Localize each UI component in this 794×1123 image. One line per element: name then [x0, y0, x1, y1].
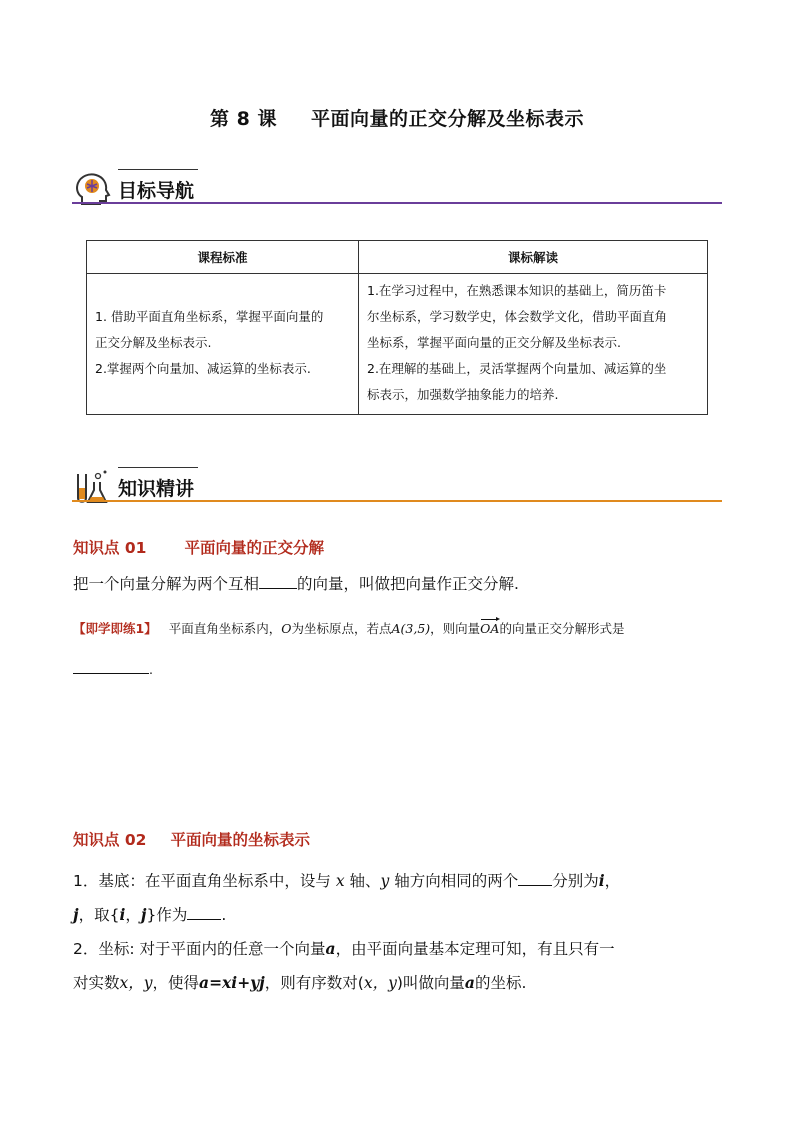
exercise-tag: 【即学即练1】 [73, 621, 157, 636]
cell-line: 2.掌握两个向量加、减运算的坐标表示. [95, 361, 311, 376]
lab-flask-icon [72, 468, 112, 508]
formula: a=xi+yj [199, 973, 265, 992]
section-label: 目标导航 [118, 180, 195, 202]
fill-blank[interactable] [187, 903, 221, 920]
page-title [0, 104, 794, 131]
cell-line: 1.在学习过程中，在熟悉课本知识的基础上，简历笛卡 [367, 283, 667, 298]
cell-line: 正交分解及坐标表示. [95, 335, 212, 350]
knowledge-point-name: 平面向量的坐标表示 [170, 831, 310, 849]
cell-line: 坐标系，掌握平面向量的正交分解及坐标表示. [367, 335, 621, 350]
cell-line: 1. 借助平面直角坐标系，掌握平面向量的 [95, 309, 324, 324]
fill-blank[interactable] [518, 869, 552, 886]
lesson-name: 平面向量的正交分解及坐标表示 [310, 108, 584, 130]
knowledge-point-number: 知识点 02 [73, 831, 147, 849]
knowledge-point-title [73, 828, 310, 850]
vector-oa: OA [480, 621, 500, 636]
cell-line: 标表示，加强数学抽象能力的培养. [367, 387, 559, 402]
table-header: 课标解读 [359, 241, 708, 274]
standards-table [86, 240, 708, 415]
basis-paragraph: 1．基底：在平面直角坐标系中，设与 x 轴、y 轴方向相同的两个 分别为i， j，取{i，j}作为 . [73, 871, 621, 924]
decorative-line [118, 169, 198, 170]
section-rule [72, 202, 722, 204]
table-row [87, 274, 708, 415]
section-rule [72, 500, 722, 502]
goals-section-header [72, 166, 722, 214]
brain-head-icon [72, 170, 112, 210]
table-header: 课程标准 [87, 241, 359, 274]
lesson-number: 第 8 课 [210, 108, 277, 130]
definition-text: 把一个向量分解为两个互相 的向量，叫做把向量作正交分解. [73, 572, 723, 594]
table-cell-standards [87, 274, 359, 415]
cell-line: 2.在理解的基础上，灵活掌握两个向量加、减运算的坐 [367, 361, 667, 376]
knowledge-section-header [72, 464, 722, 512]
knowledge-point-title [73, 536, 324, 558]
table-header-row [87, 241, 708, 274]
section-label: 知识精讲 [118, 478, 195, 500]
coordinate-paragraph: 2．坐标: 对于平面内的任意一个向量a，由平面向量基本定理可知，有且只有一 对实数x，y，使得a=xi+yj，则有序数对(x，y)叫做向量a的坐标. [73, 939, 615, 992]
knowledge-point-number: 知识点 01 [73, 539, 147, 557]
decorative-line [118, 467, 198, 468]
fill-blank[interactable] [73, 657, 149, 674]
answer-line: . [73, 657, 723, 677]
knowledge-point-name: 平面向量的正交分解 [184, 539, 324, 557]
exercise-block: 【即学即练1】 平面直角坐标系内，O为坐标原点，若点A(3,5)，则向量OA的向量正交分解形式是 . [73, 619, 723, 677]
table-cell-interpretation [359, 274, 708, 415]
fill-blank[interactable] [259, 572, 297, 589]
cell-line: 尔坐标系，学习数学史，体会数学文化，借助平面直角 [367, 309, 668, 324]
